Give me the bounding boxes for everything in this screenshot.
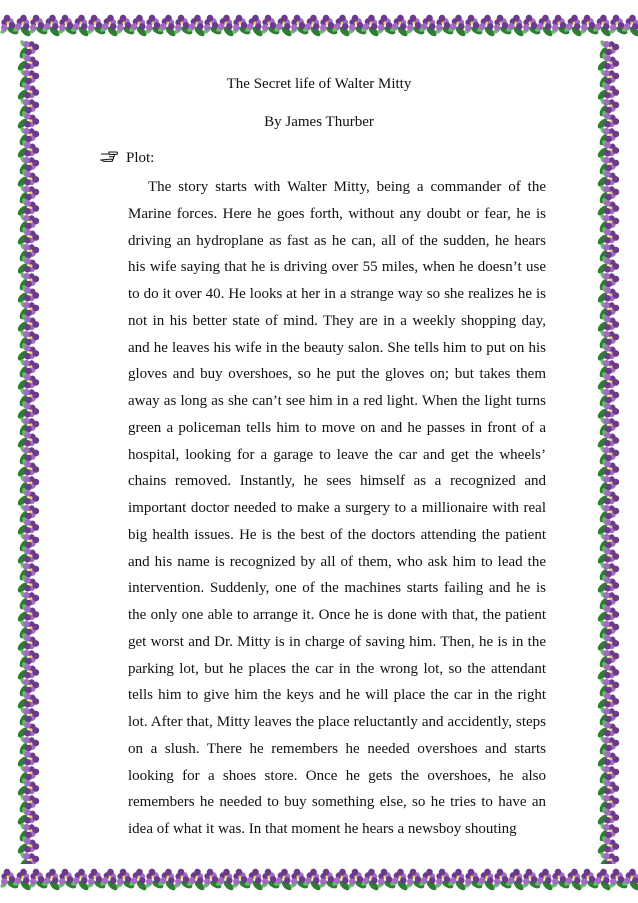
floral-border-left xyxy=(12,40,46,864)
document-title: The Secret life of Walter Mitty xyxy=(226,76,412,92)
document-author: By James Thurber xyxy=(264,114,374,130)
hand-pointing-right-icon xyxy=(100,150,118,167)
floral-border-bottom xyxy=(0,862,638,896)
section-heading xyxy=(100,150,154,167)
floral-border-right xyxy=(592,40,626,864)
plot-paragraph: The story starts with Walter Mitty, being a commander of the Marine forces. Here he goes forth, without any doubt or fear, he is driving an hydroplane as fast as he can, all of the sudden, he hears his wife saying that he is driving over 55 miles, when he doesn’t use to do it over 40. He looks at her in a strange way so she realizes he is not in his better state of mind. They are in a weekly shopping day, and he leaves his wife in the beauty salon. She tells him to put on his gloves and buy overshoes, so he put the gloves on; but takes them away as long as she can’t see him in a red light. When the light turns green a policeman tells him to move on and he passes in front of a hospital, looking for a garage to leave the car and get the wheels’ chains removed. Instantly, he sees himself as a recognized and important doctor needed to make a surgery to a millionaire with real big health issues. He is the best of the doctors attending the patient and his name is recognized by all of them, who ask him to lead the intervention. Suddenly, one of the machines starts failing and he is the only one able to arrange it. Once he is done with that, the patient get worst and Dr. Mitty is in charge of saving him. Then, he is in the parking lot, but he places the car in the wrong lot, so the attendant tells him to give him the keys and he will place the car in the right lot. After that, Mitty leaves the place reluctantly and accidently, steps on a slush. There he remembers he needed overshoes and starts looking for a shoes store. Once he gets the overshoes, he also remembers he needed to buy something else, so he tries to have an idea of what it was. In that moment he hears a newsboy shouting xyxy=(128,179,546,837)
floral-border-top xyxy=(0,8,638,42)
section-heading-label: Plot: xyxy=(126,150,155,166)
